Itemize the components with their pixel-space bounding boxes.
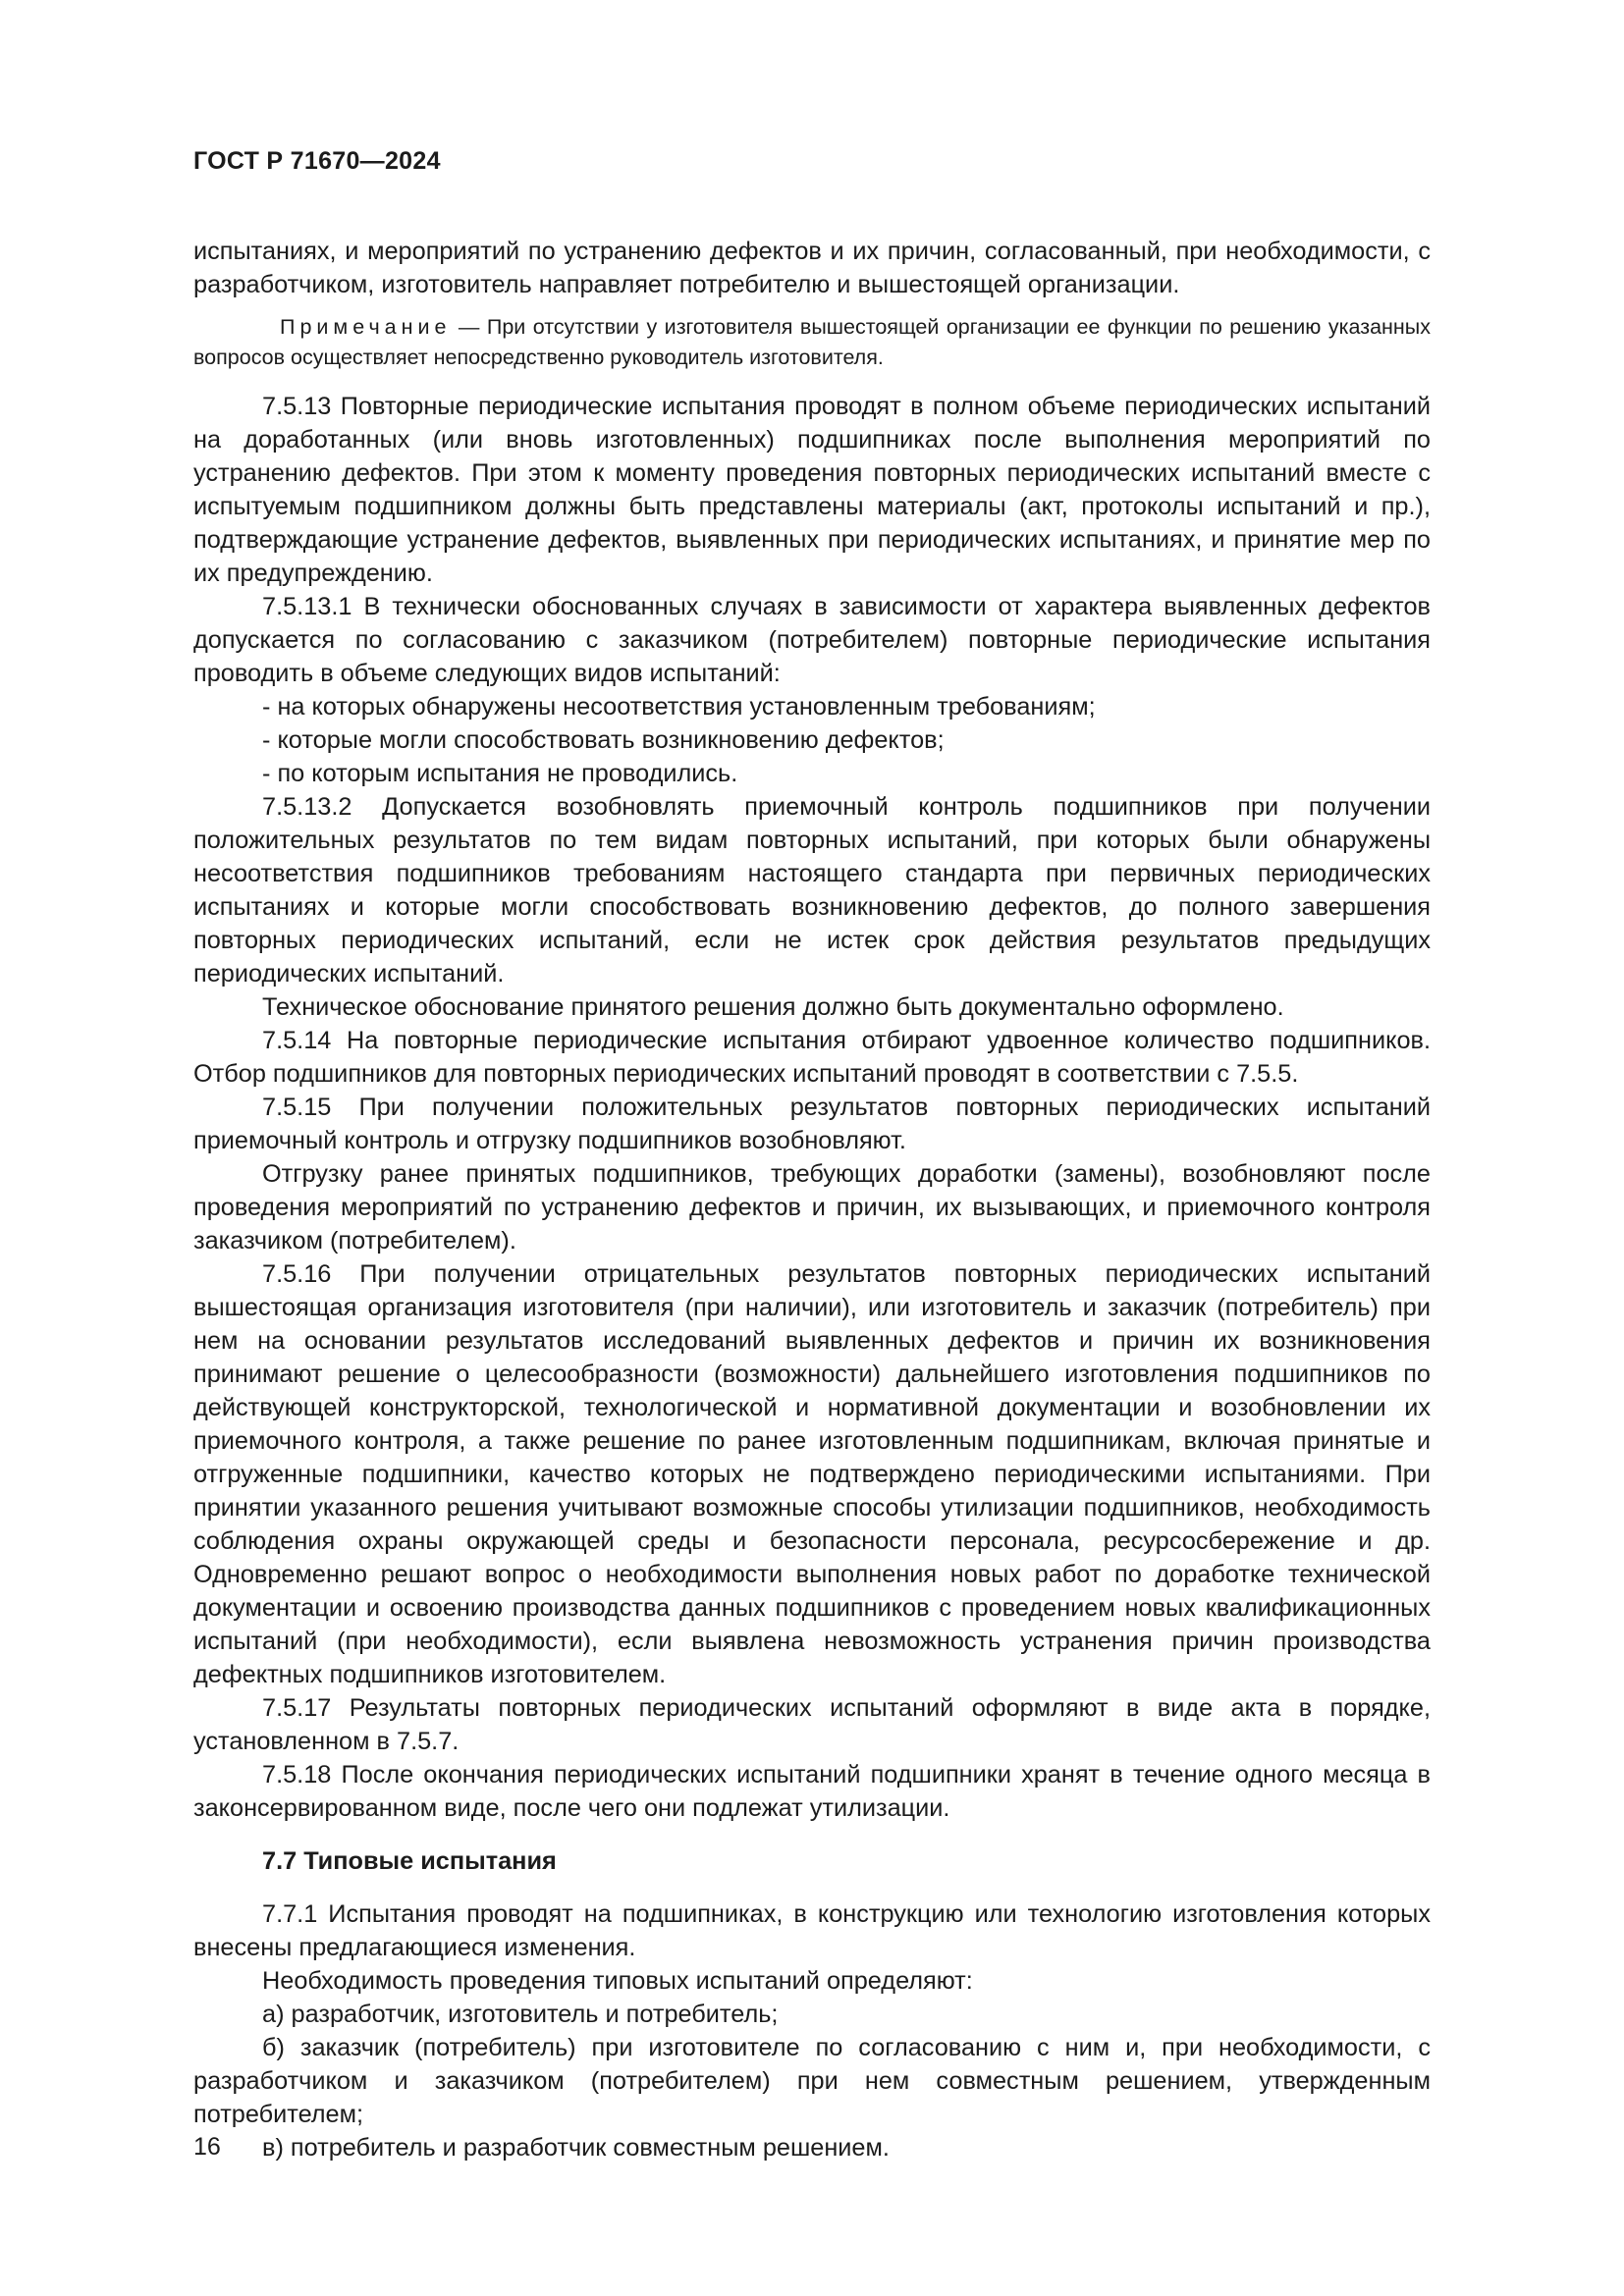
paragraph-necessity: Необходимость проведения типовых испытаний определяют: [262,1967,973,1995]
paragraph-7-5-13-2: 7.5.13.2 Допускается возобновлять приемочный контроль подшипников при получении положительных результатов по тем видам повторных испытаний, при которых были обнаружены несоответствия подшипников требованиям настоящего стандарта при первичных периодических испытаниях и которые могли способствовать возникновению дефектов, до полного завершения повторных периодических испытаний, если не истек срок действия результатов предыдущих периодических испытаний. [193,793,1431,988]
paragraph-7-7-1: 7.7.1 Испытания проводят на подшипниках, в конструкцию или технологию изготовления которых внесены предлагающиеся изменения. [193,1900,1431,1961]
list-item: б) заказчик (потребитель) при изготовителе по согласованию с ним и, при необходимости, с разработчиком и заказчиком (потребителем) при нем совместным решением, утвержденным потребителем; [193,2034,1431,2128]
paragraph-7-5-18: 7.5.18 После окончания периодических испытаний подшипники хранят в течение одного месяца в законсервированном виде, после чего они подлежат утилизации. [193,1761,1431,1822]
paragraph-continuation: испытаниях, и мероприятий по устранению дефектов и их причин, согласованный, при необходимости, с разработчиком, изготовитель направляет потребителю и вышестоящей организации. [193,238,1431,298]
note-text: — При отсутствии у изготовителя вышестоящей организации ее функции по решению указанных вопросов осуществляет непосредственно руководитель изготовителя. [193,315,1431,369]
paragraph-7-5-14: 7.5.14 На повторные периодические испытания отбирают удвоенное количество подшипников. Отбор подшипников для повторных периодических испытаний проводят в соответствии с 7.5.5. [193,1027,1431,1088]
list-item: а) разработчик, изготовитель и потребитель; [262,2001,779,2028]
paragraph-7-5-13-1: 7.5.13.1 В технически обоснованных случаях в зависимости от характера выявленных дефектов допускается по согласованию с заказчиком (потребителем) повторные периодические испытания проводить в объеме следующих видов испытаний: [193,593,1431,687]
list-item: - по которым испытания не проводились. [262,760,738,787]
paragraph-7-5-17: 7.5.17 Результаты повторных периодических испытаний оформляют в виде акта в порядке, установленном в 7.5.7. [193,1694,1431,1755]
list-item: в) потребитель и разработчик совместным решением. [262,2134,890,2162]
list-item: - на которых обнаружены несоответствия установленным требованиям; [262,693,1096,721]
paragraph-shipment: Отгрузку ранее принятых подшипников, требующих доработки (замены), возобновляют после проведения мероприятий по устранению дефектов и причин, их вызывающих, и приемочного контроля заказчиком (потребителем). [193,1160,1431,1255]
paragraph-technical-justification: Техническое обоснование принятого решения должно быть документально оформлено. [262,993,1284,1021]
document-page [193,147,1431,2164]
paragraph-7-5-15: 7.5.15 При получении положительных результатов повторных периодических испытаний приемочный контроль и отгрузку подшипников возобновляют. [193,1094,1431,1154]
note-label: Примечание [280,315,452,339]
document-code-header: ГОСТ Р 71670—2024 [193,147,441,175]
note [193,312,1431,373]
list-item: - которые могли способствовать возникновению дефектов; [262,726,945,754]
page-number: 16 [193,2133,221,2161]
paragraph-7-5-13: 7.5.13 Повторные периодические испытания проводят в полном объеме периодических испытаний на доработанных (или вновь изготовленных) подшипниках после выполнения мероприятий по устранению дефектов. При этом к моменту проведения повторных периодических испытаний вместе с испытуемым подшипником должны быть представлены материалы (акт, протоколы испытаний и пр.), подтверждающие устранение дефектов, выявленных при периодических испытаниях, и принятие мер по их предупреждению. [193,393,1431,587]
section-heading-7-7: 7.7 Типовые испытания [262,1847,557,1875]
paragraph-7-5-16: 7.5.16 При получении отрицательных результатов повторных периодических испытаний вышестоящая организация изготовителя (при наличии), или изготовитель и заказчик (потребитель) при нем на основании результатов исследований выявленных дефектов и причин их возникновения принимают решение о целесообразности (возможности) дальнейшего изготовления подшипников по действующей конструкторской, технологической и нормативной документации и возобновлении их приемочного контроля, а также решение по ранее изготовленным подшипникам, включая принятые и отгруженные подшипники, качество которых не подтверждено периодическими испытаниями. При принятии указанного решения учитывают возможные способы утилизации подшипников, необходимость соблюдения охраны окружающей среды и безопасности персонала, ресурсосбережение и др. Одновременно решают вопрос о необходимости выполнения новых работ по доработке технической документации и освоению производства данных подшипников с проведением новых квалификационных испытаний (при необходимости), если выявлена невозможность устранения причин производства дефектных подшипников изготовителем. [193,1260,1431,1688]
